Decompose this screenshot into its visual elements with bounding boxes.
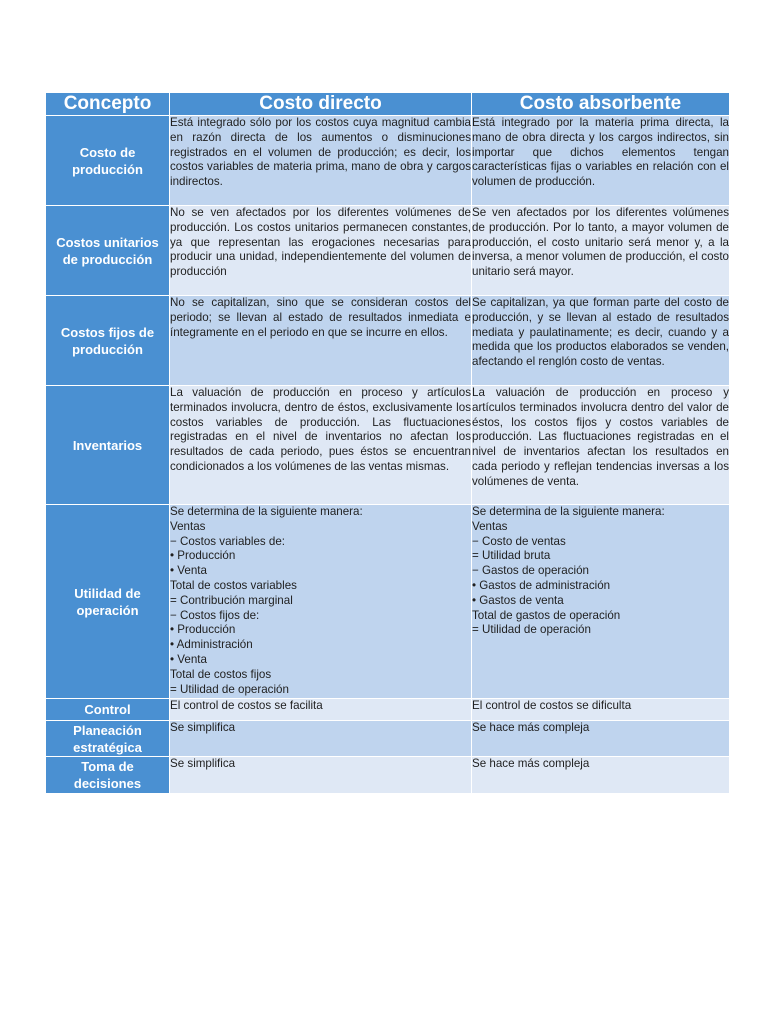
table-row [46,699,730,721]
cell-absorbing [472,721,730,757]
cell-line: − Costos variables de: [170,534,286,548]
cell-text: Se hace más compleja [472,721,590,734]
cell-line: • Administración [170,638,253,652]
cell-direct [170,296,472,386]
row-label: Inventarios [46,386,170,505]
cell-line: • Producción [170,623,236,637]
header-costo-absorbente: Costo absorbente [472,93,730,116]
cell-line: − Costo de ventas [472,534,566,548]
cell-line: Ventas [472,519,508,533]
cell-line: Total de costos variables [170,578,297,592]
row-label: Utilidad de operación [46,505,170,699]
cell-text: El control de costos se dificulta [472,699,632,712]
cell-direct [170,699,472,721]
table-row [46,721,730,757]
cell-line: Se determina de la siguiente manera: [170,505,363,518]
row-label: Control [46,699,170,721]
comparison-table [45,92,730,794]
cell-line: • Venta [170,564,207,578]
row-label: Costo de producción [46,116,170,206]
cell-direct [170,116,472,206]
cell-absorbing [472,386,730,505]
table-row [46,206,730,296]
cell-absorbing [472,699,730,721]
cell-direct-lines [170,505,472,699]
cell-line: • Venta [170,652,207,666]
table-row [46,116,730,206]
cell-line: = Utilidad de operación [472,623,591,637]
row-label: Planeación estratégica [46,721,170,757]
cell-line: Total de gastos de operación [472,608,621,622]
cell-line: • Gastos de administración [472,578,611,592]
cell-line: = Contribución marginal [170,593,293,607]
cell-direct [170,757,472,794]
cell-text: Se simplifica [170,721,236,734]
header-concepto: Concepto [46,93,170,116]
cell-absorbing [472,116,730,206]
cell-absorbing [472,296,730,386]
cell-text: La valuación de producción en proceso y artículos terminados involucra dentro del valor de éstos, los costos fijos y costos variables de producción. Las fluctuaciones registradas en el nivel de inventarios afectan los resultados en cada periodo y reflejan tendencias inversas a los volúmenes de venta. [472,386,729,488]
table-row [46,757,730,794]
cell-line: − Gastos de operación [472,564,589,578]
cell-line: = Utilidad bruta [472,549,551,563]
cell-text: Se ven afectados por los diferentes volúmenes de producción. Por lo tanto, a mayor volumen de producción, el costo unitario será menor y, a la inversa, a menor volumen de producción, el costo unitario será mayor. [472,206,729,279]
cell-line: = Utilidad de operación [170,682,289,696]
cell-absorbing [472,206,730,296]
table-header-row [46,93,730,116]
cell-absorbing [472,757,730,794]
cell-text: La valuación de producción en proceso y artículos terminados involucra, dentro de éstos, exclusivamente los costos variables de producción. Las fluctuaciones registradas en el nivel de inventarios no afectan los resultados de cada periodo, pues éstos se encuentran condicionados a los volúmenes de las ventas mismas. [170,386,471,473]
cell-line: Ventas [170,519,206,533]
table-row [46,386,730,505]
cell-line: • Producción [170,549,236,563]
cell-text: Se hace más compleja [472,757,590,770]
cell-text: Se simplifica [170,757,236,770]
cell-line: Se determina de la siguiente manera: [472,505,665,518]
cell-direct [170,206,472,296]
cell-text: Se capitalizan, ya que forman parte del costo de producción, y se llevan al estado de resultados mediata y paulatinamente; es decir, cuando y a medida que los productos elaborados se venden, afectando el renglón costo de ventas. [472,296,729,369]
cell-line: − Costos fijos de: [170,608,260,622]
cell-direct [170,721,472,757]
table-row [46,505,730,699]
cell-text: Está integrado por la materia prima directa, la mano de obra directa y los cargos indirectos, sin importar que dichos elementos tengan características fijas o variables en relación con el volumen de producción. [472,116,729,189]
row-label: Costos unitarios de producción [46,206,170,296]
row-label: Costos fijos de producción [46,296,170,386]
table-row [46,296,730,386]
row-label: Toma de decisiones [46,757,170,794]
cell-text: Está integrado sólo por los costos cuya magnitud cambia en razón directa de los aumentos o disminuciones registrados en el volumen de producción; es decir, los costos variables de materia prima, mano de obra y cargos indirectos. [170,116,471,189]
cell-line: Total de costos fijos [170,667,272,681]
cell-direct [170,386,472,505]
header-costo-directo: Costo directo [170,93,472,116]
cell-text: El control de costos se facilita [170,699,323,712]
cell-line: • Gastos de venta [472,593,564,607]
cell-absorbing-lines [472,505,730,699]
cell-text: No se ven afectados por los diferentes volúmenes de producción. Los costos unitarios permanecen constantes, ya que representan las erogaciones necesarias para producir una unidad, independientemente del volumen de producción [170,206,471,279]
cell-text: No se capitalizan, sino que se consideran costos del periodo; se llevan al estado de resultados inmediata e íntegramente en el periodo en que se incurre en ellos. [170,296,471,339]
